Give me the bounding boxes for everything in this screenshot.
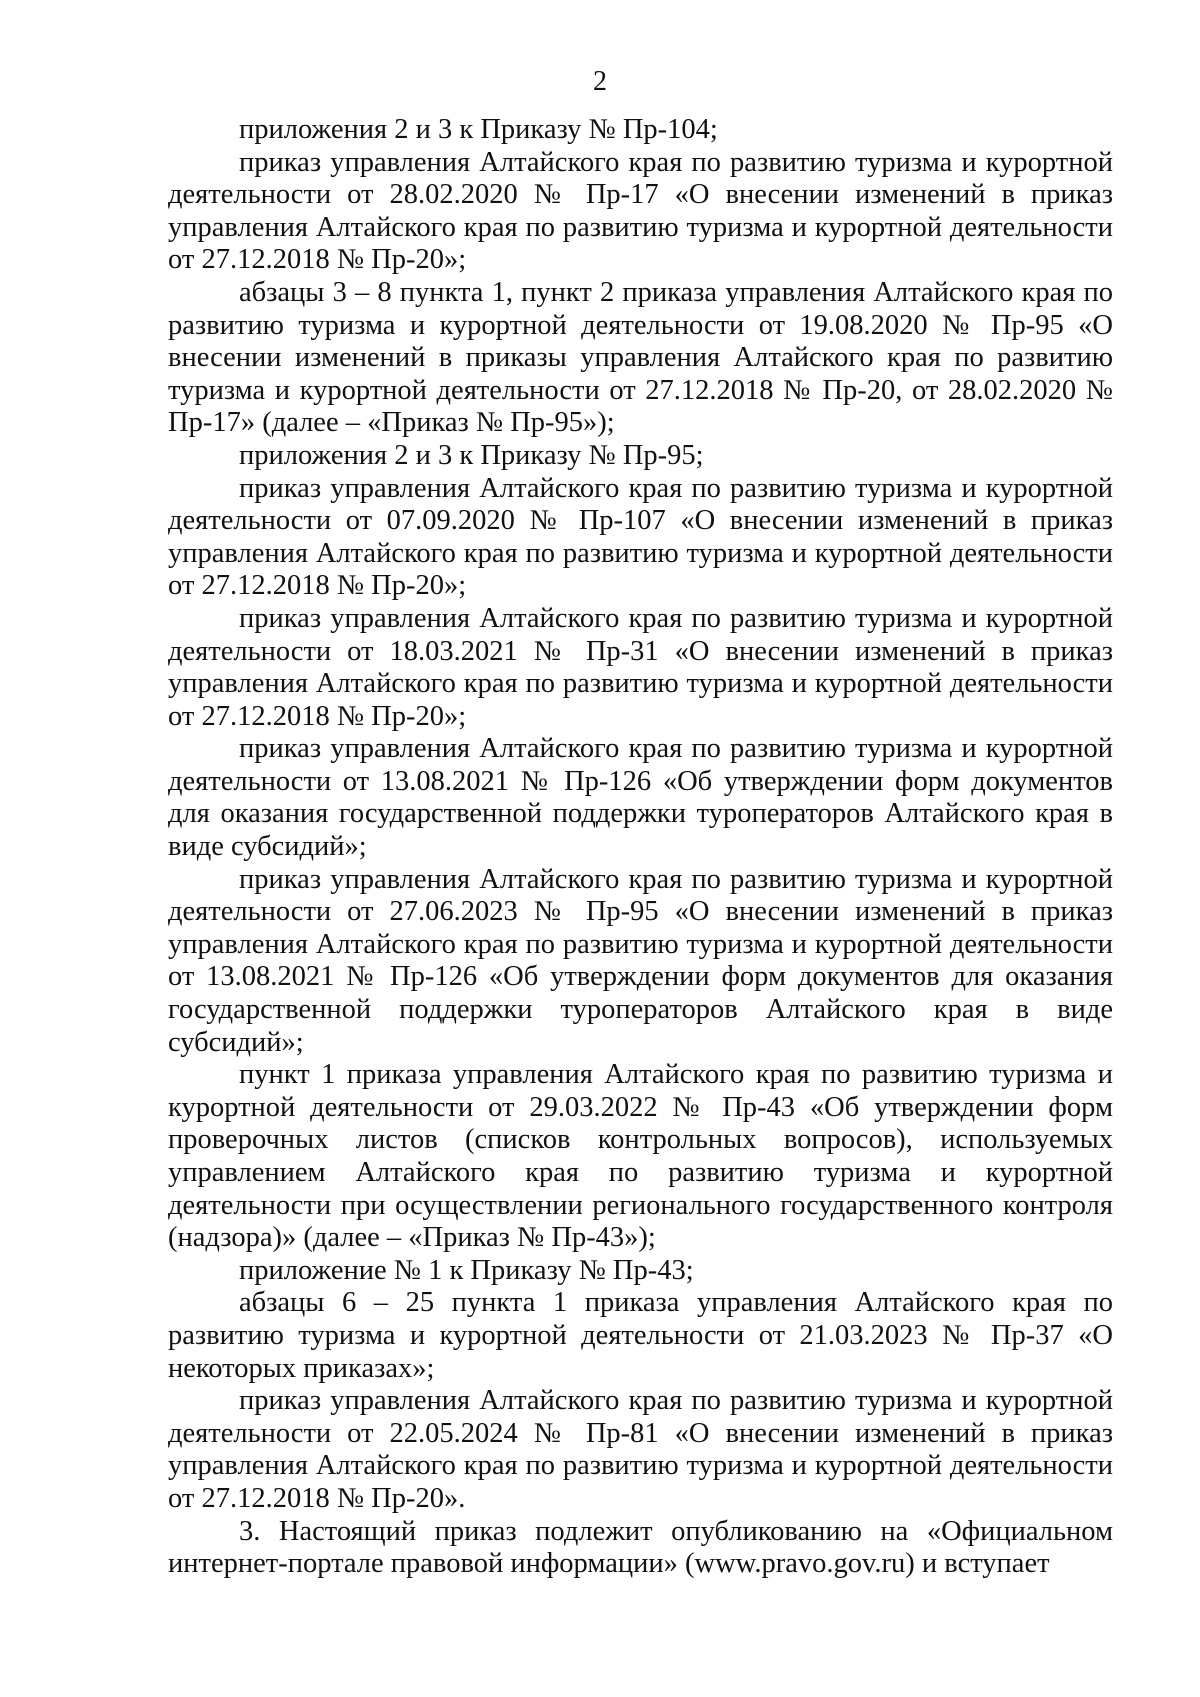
paragraph-order-pr95-2023: приказ управления Алтайского края по развитию туризма и курортной деятельности от 27.06.2023 № Пр-95 «О внесении изменений в приказ управления Алтайского края по развитию туризма и курортной деятельности от 13.08.2021 № Пр-126 «Об утверждении форм документов для оказания государственной поддержки туроператоров Алтайского края в виде субсидий»; [168, 863, 1113, 1058]
document-body [168, 114, 1113, 1581]
paragraph-order-pr31: приказ управления Алтайского края по развитию туризма и курортной деятельности от 18.03.2021 № Пр-31 «О внесении изменений в приказ управления Алтайского края по развитию туризма и курортной деятельности от 27.12.2018 № Пр-20»; [168, 602, 1113, 732]
paragraph-order-pr17: приказ управления Алтайского края по развитию туризма и курортной деятельности от 28.02.2020 № Пр-17 «О внесении изменений в приказ управления Алтайского края по развитию туризма и курортной деятельности от 27.12.2018 № Пр-20»; [168, 146, 1113, 276]
paragraph-publication-clause: 3. Настоящий приказ подлежит опубликованию на «Официальном интернет-портале правовой информации» (www.pravo.gov.ru) и вступает [168, 1515, 1113, 1580]
page-number: 2 [593, 66, 607, 97]
paragraph-order-pr95-2020: абзацы 3 – 8 пункта 1, пункт 2 приказа управления Алтайского края по развитию туризма и курортной деятельности от 19.08.2020 № Пр-95 «О внесении изменений в приказы управления Алтайского края по развитию туризма и курортной деятельности от 27.12.2018 № Пр-20, от 28.02.2020 № Пр-17» (далее – «Приказ № Пр-95»); [168, 276, 1113, 439]
paragraph-order-pr107: приказ управления Алтайского края по развитию туризма и курортной деятельности от 07.09.2020 № Пр-107 «О внесении изменений в приказ управления Алтайского края по развитию туризма и курортной деятельности от 27.12.2018 № Пр-20»; [168, 472, 1113, 602]
paragraph-order-pr81: приказ управления Алтайского края по развитию туризма и курортной деятельности от 22.05.2024 № Пр-81 «О внесении изменений в приказ управления Алтайского края по развитию туризма и курортной деятельности от 27.12.2018 № Пр-20». [168, 1385, 1113, 1514]
paragraph-order-pr126: приказ управления Алтайского края по развитию туризма и курортной деятельности от 13.08.2021 № Пр-126 «Об утверждении форм документов для оказания государственной поддержки туроператоров Алтайского края в виде субсидий»; [168, 733, 1113, 863]
paragraph-appendix-pr43: приложение № 1 к Приказу № Пр-43; [239, 1254, 694, 1286]
paragraph-appendices-pr104: приложения 2 и 3 к Приказу № Пр-104; [239, 114, 718, 145]
paragraph-order-pr37: абзацы 6 – 25 пункта 1 приказа управления Алтайского края по развитию туризма и курортной деятельности от 21.03.2023 № Пр-37 «О некоторых приказах»; [168, 1287, 1113, 1384]
paragraph-order-pr43: пункт 1 приказа управления Алтайского края по развитию туризма и курортной деятельности от 29.03.2022 № Пр-43 «Об утверждении форм проверочных листов (списков контрольных вопросов), используемых управлением Алтайского края по развитию туризма и курортной деятельности при осуществлении регионального государственного контроля (надзора)» (далее – «Приказ № Пр-43»); [168, 1059, 1113, 1254]
paragraph-appendices-pr95: приложения 2 и 3 к Приказу № Пр-95; [239, 439, 704, 471]
